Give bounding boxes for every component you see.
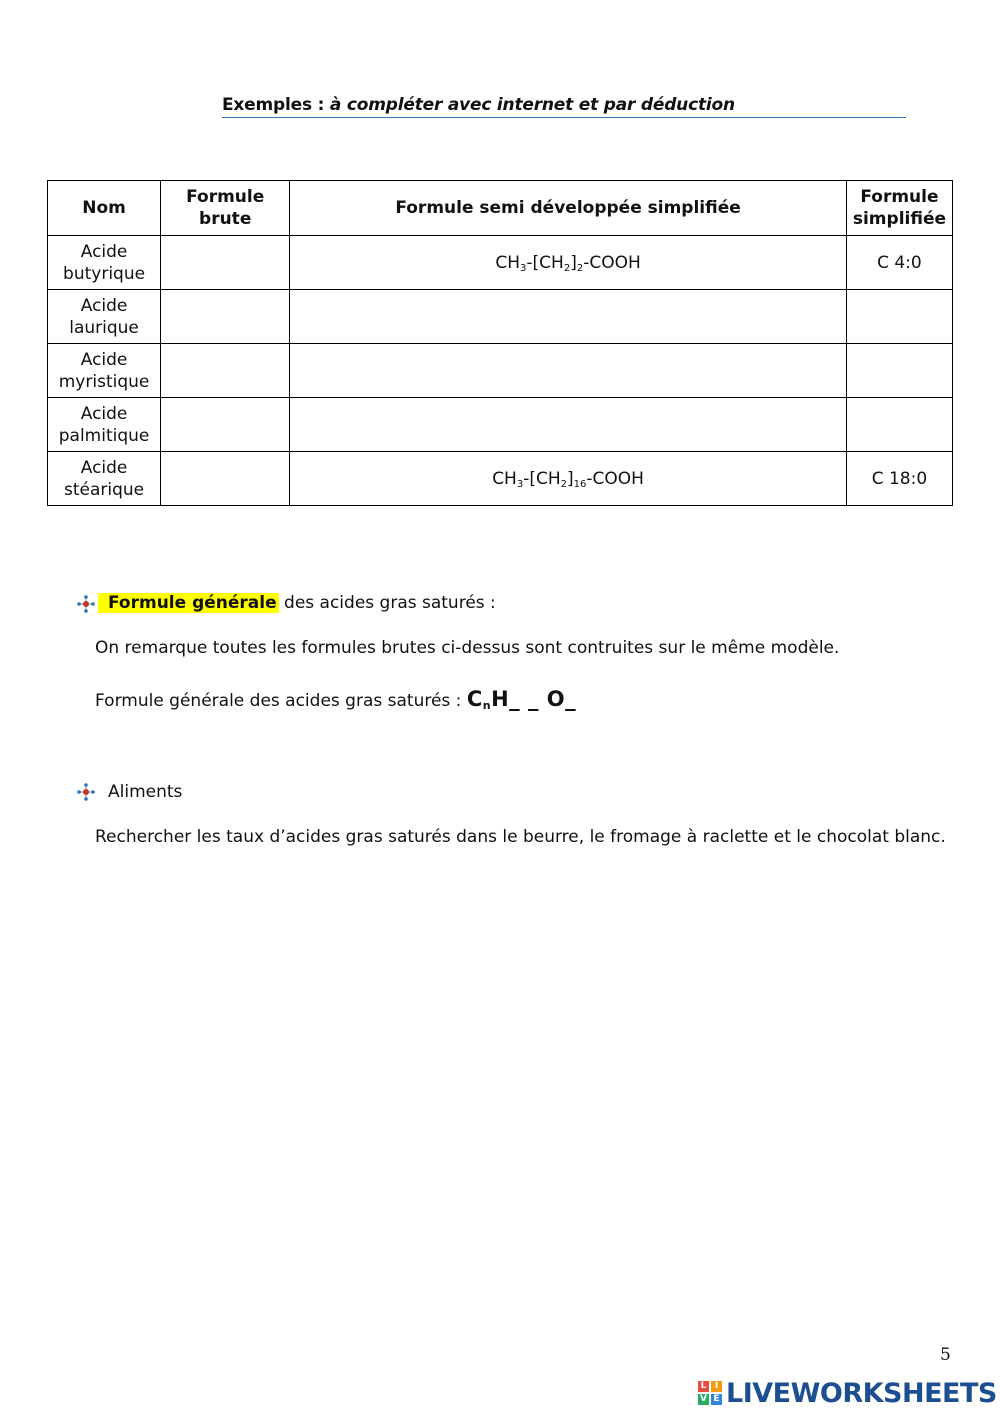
header-formule-simplifiee: Formule simplifiée: [846, 181, 952, 236]
formule-simplifiee-cell: C 18:0: [846, 452, 952, 506]
formule-brute-cell[interactable]: [161, 344, 290, 398]
header-nom: Nom: [48, 181, 161, 236]
heading-instruction: à compléter avec internet et par déduction: [329, 95, 735, 115]
fatty-acids-table: [47, 180, 953, 506]
formule-simplifiee-cell[interactable]: [846, 290, 952, 344]
formule-simplifiee-cell: C 4:0: [846, 236, 952, 290]
section-heading: [222, 95, 906, 118]
formule-semi-cell: $CH_3-[CH_2]_2$-COOH: [290, 236, 847, 290]
acid-name: Acide palmitique: [48, 398, 161, 452]
molecule-bullet-icon: [76, 782, 96, 802]
header-formule-semi: Formule semi développée simplifiée: [290, 181, 847, 236]
logo-blocks-icon: L I V E: [698, 1381, 722, 1405]
table-row: [48, 344, 953, 398]
highlighted-term: Formule générale: [98, 593, 279, 613]
remark-paragraph: On remarque toutes les formules brutes ci-dessus sont contruites sur le même modèle.: [95, 638, 840, 658]
heading-prefix: Exemples :: [222, 95, 330, 115]
formule-simplifiee-cell[interactable]: [846, 344, 952, 398]
formule-brute-cell[interactable]: [161, 290, 290, 344]
general-formula-line: Formule générale des acides gras saturés : $C_nH\_$ _ O_: [95, 687, 577, 712]
table-row: [48, 452, 953, 506]
table-row: [48, 290, 953, 344]
formule-brute-cell[interactable]: [161, 452, 290, 506]
acid-name: Acide laurique: [48, 290, 161, 344]
page-number: 5: [940, 1345, 951, 1365]
section-aliments-title: Aliments: [108, 782, 183, 802]
aliments-paragraph: Rechercher les taux d’acides gras saturés dans le beurre, le fromage à raclette et le chocolat blanc.: [95, 827, 946, 847]
general-formula[interactable]: $C_nH\_$ _ O_: [466, 687, 577, 712]
acid-name: Acide butyrique: [48, 236, 161, 290]
formule-semi-cell[interactable]: [290, 290, 847, 344]
liveworksheets-logo: [698, 1378, 997, 1408]
formule-semi-cell: $CH_3-[CH_2]_{16}$-COOH: [290, 452, 847, 506]
section-formule-generale-title: Formule générale des acides gras saturés :: [98, 593, 496, 613]
acid-name: Acide stéarique: [48, 452, 161, 506]
formule-semi-cell[interactable]: [290, 398, 847, 452]
acid-name: Acide myristique: [48, 344, 161, 398]
header-formule-brute: Formule brute: [161, 181, 290, 236]
table-header-row: [48, 181, 953, 236]
table-row: [48, 398, 953, 452]
table-row: [48, 236, 953, 290]
formule-brute-cell[interactable]: [161, 398, 290, 452]
molecule-bullet-icon: [76, 594, 96, 614]
formule-brute-cell[interactable]: [161, 236, 290, 290]
logo-text: LIVEWORKSHEETS: [726, 1377, 997, 1409]
formule-simplifiee-cell[interactable]: [846, 398, 952, 452]
formule-semi-cell[interactable]: [290, 344, 847, 398]
